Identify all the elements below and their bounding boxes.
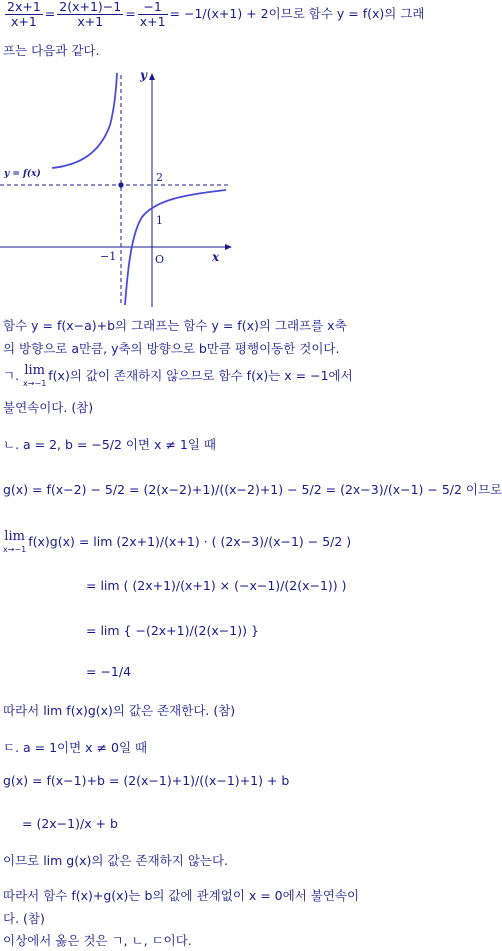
item-d-line-3: = (2x−1)/x + b (22, 816, 118, 831)
conclusion: 이상에서 옳은 것은 ㄱ, ㄴ, ㄷ이다. (3, 933, 192, 948)
fraction: $\frac{2x+1}{x+1}$ (7, 0, 41, 29)
item-d-line-5: 따라서 함수 f(x)+g(x)는 b의 값에 관계없이 x = 0에서 불연속이 (3, 888, 360, 903)
item-d-line-6: 다. (참) (3, 911, 45, 926)
label-2: 2 (156, 171, 163, 184)
item-g-line-1: ㄱ. lim x→−1f(x)의 값이 존재하지 않으므로 함수 f(x)는 x = −1에서 (3, 363, 353, 388)
intro-line-1: $\frac{2x+1}{x+1}$ = $\frac{2(x+1)-1}{x+1}$ = $\frac{-1}{x+1}$ = −1/(x+1) + 2이므로 함수 y = f(x)의 그래 (7, 0, 425, 29)
item-d-line-1: ㄷ. a = 1이면 x ≠ 0일 때 (3, 740, 148, 755)
item-n-line-6: = −1/4 (86, 664, 132, 679)
fraction: $\frac{2(x+1)-1}{x+1}$ (59, 0, 122, 29)
item-n-line-5: = lim { −(2x+1)/(2(x−1)) } (86, 623, 259, 638)
fraction: $\frac{-1}{x+1}$ (139, 0, 166, 29)
item-n-line-1: ㄴ. a = 2, b = −5/2 이면 x ≠ 1일 때 (3, 437, 216, 452)
y-axis-arrow (149, 73, 155, 80)
function-graph (0, 65, 240, 310)
intro-line-2: 프는 다음과 같다. (3, 43, 100, 58)
label-1: 1 (156, 214, 163, 227)
item-n-line-2: g(x) = f(x−2) − 5/2 = (2(x−2)+1)/((x−2)+1) − 5/2 = (2x−3)/(x−1) − 5/2 이므로 (3, 482, 502, 497)
point-neg1-2 (118, 182, 123, 187)
curve-label: y = f(x) (4, 169, 41, 179)
origin-label: O (155, 253, 165, 266)
item-d-line-2: g(x) = f(x−1)+b = (2(x−1)+1)/((x−1)+1) + b (3, 773, 290, 788)
item-n-line-4: = lim ( (2x+1)/(x+1) × (−x−1)/(2(x−1)) ) (86, 578, 347, 593)
limit-operator: lim x→−1 (3, 529, 27, 554)
item-n-line-7: 따라서 lim f(x)g(x)의 값은 존재한다. (참) (3, 703, 236, 718)
label-neg1: −1 (100, 250, 117, 263)
x-axis-arrow (225, 244, 232, 250)
intro-tail: = −1/(x+1) + 2이므로 함수 y = f(x)의 그래 (169, 6, 425, 21)
limit-operator: lim x→−1 (23, 363, 47, 388)
x-axis-label: x (212, 250, 220, 264)
y-axis-label: y (140, 68, 147, 82)
curve-left-branch (52, 73, 117, 168)
item-n-line-3: lim x→−1f(x)g(x) = lim (2x+1)/(x+1) · ( (2x−3)/(x−1) − 5/2 ) (3, 529, 352, 554)
item-g-line-2: 불연속이다. (참) (3, 400, 94, 415)
paragraph-2: 의 방향으로 a만큼, y축의 방향으로 b만큼 평행이동한 것이다. (3, 341, 340, 356)
item-d-line-4: 이므로 lim g(x)의 값은 존재하지 않는다. (3, 853, 229, 868)
paragraph-1: 함수 y = f(x−a)+b의 그래프는 함수 y = f(x)의 그래프를 x축 (3, 318, 347, 333)
